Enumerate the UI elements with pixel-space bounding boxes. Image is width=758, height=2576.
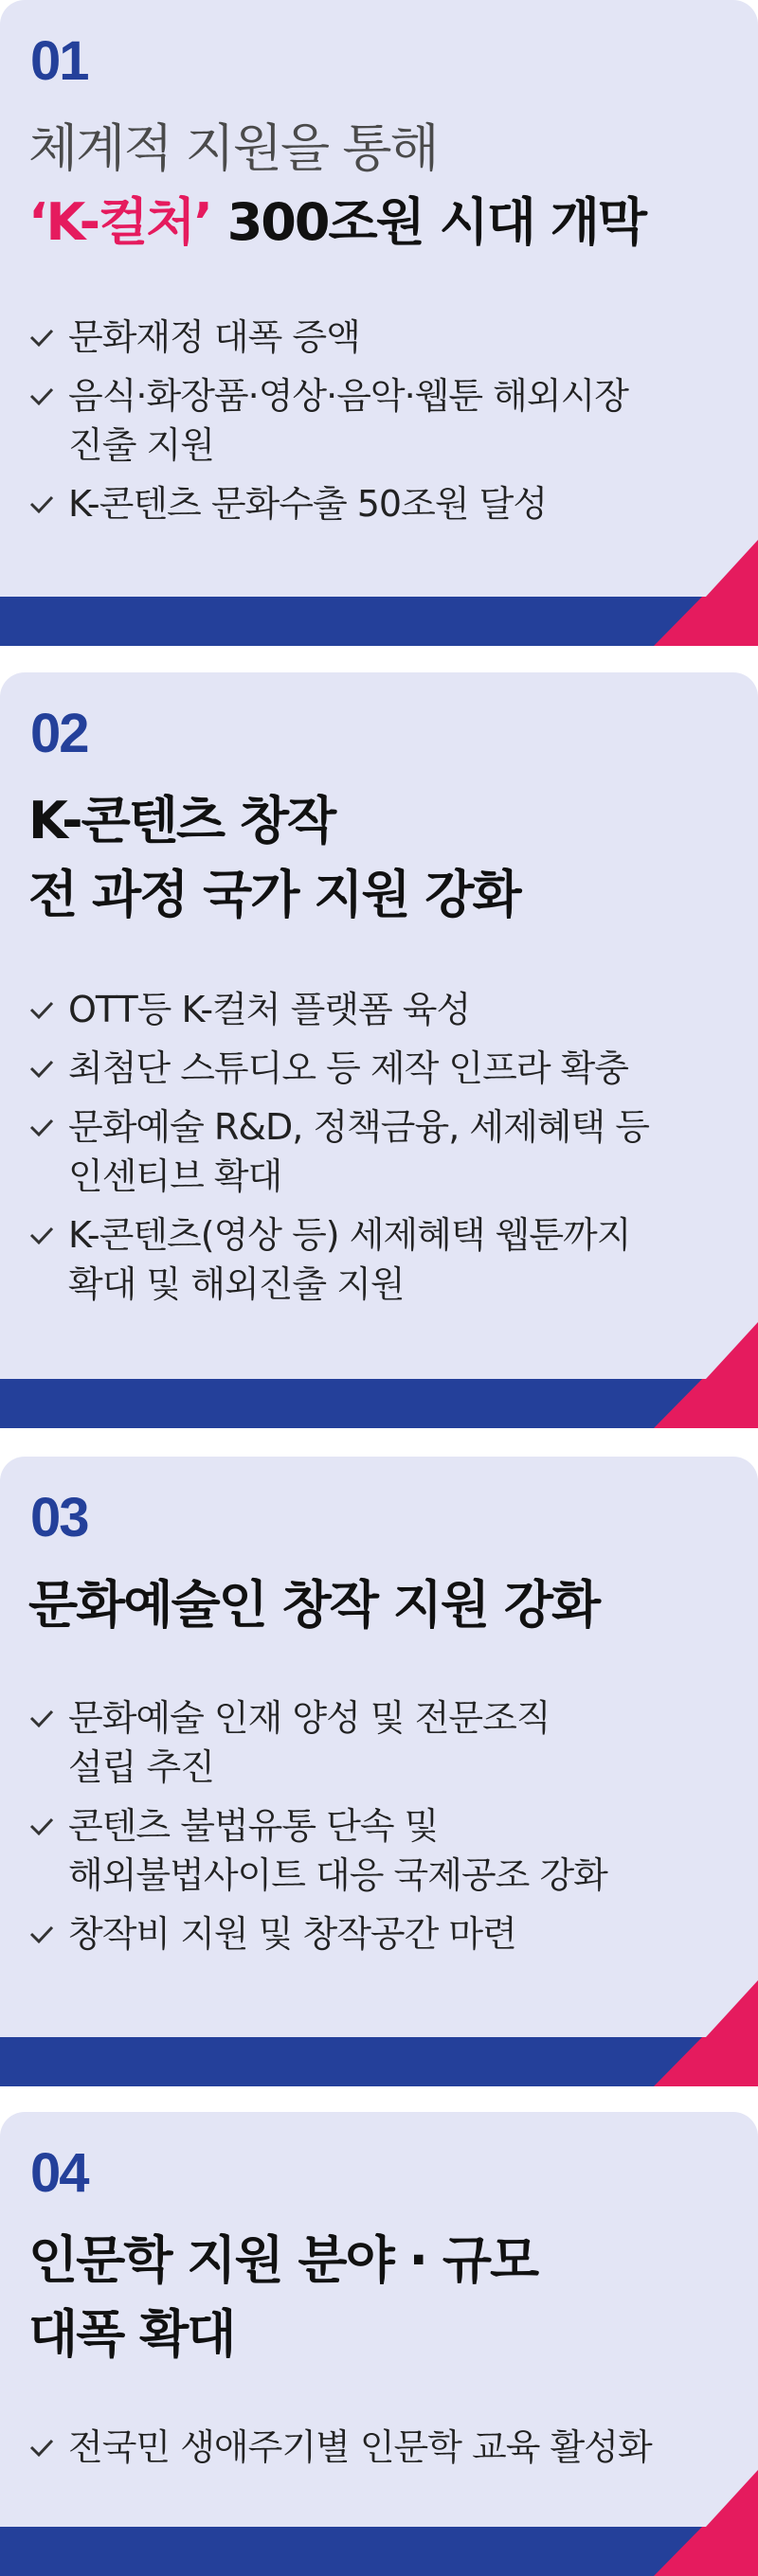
section-title <box>28 1568 599 1642</box>
check-icon <box>28 998 55 1021</box>
bullet-item <box>28 2423 652 2472</box>
section-title-line: 체계적 지원을 통해 <box>28 118 438 178</box>
accent-corner <box>654 1980 758 2037</box>
bullet-item <box>28 313 628 362</box>
bullet-item <box>28 985 649 1034</box>
section-number: 02 <box>30 703 88 764</box>
section-title-line: 인문학 지원 분야 · 규모 <box>28 2230 538 2290</box>
bullet-text: 최첨단 스튜디오 등 제작 인프라 확충 <box>68 1047 629 1089</box>
section-title-line <box>28 186 645 259</box>
bullet-text: 전국민 생애주기별 인문학 교육 활성화 <box>68 2426 652 2468</box>
bullet-text: K-콘텐츠(영상 등) 세제혜택 웹툰까지 <box>68 1214 631 1256</box>
accent-corner <box>654 2470 758 2527</box>
section-title-line: 전 과정 국가 지원 강화 <box>28 865 520 924</box>
section-title-line: K-콘텐츠 창작 <box>28 791 335 850</box>
bullet-list <box>28 2423 652 2481</box>
bullet-text: 콘텐츠 불법유통 단속 및 <box>68 1805 439 1847</box>
bullet-item <box>28 1044 649 1093</box>
section-title <box>28 2224 537 2371</box>
check-icon <box>28 2436 55 2459</box>
bullet-item <box>28 1102 649 1201</box>
k-culture-highlight: ‘K-컬처’ <box>28 192 211 252</box>
bullet-item <box>28 371 628 470</box>
check-icon <box>28 385 55 407</box>
bullet-text: 문화예술 R&D, 정책금융, 세제혜택 등 <box>68 1106 649 1148</box>
section-number: 01 <box>30 30 88 92</box>
bullet-text: OTT등 K-컬처 플랫폼 육성 <box>68 989 471 1030</box>
bullet-text-continued: 설립 추진 <box>68 1746 214 1788</box>
check-icon <box>28 1923 55 1945</box>
section-card-04 <box>0 2112 758 2576</box>
section-title-line: 문화예술인 창작 지원 강화 <box>28 1575 600 1635</box>
bullet-text: 문화재정 대폭 증액 <box>68 316 360 358</box>
bullet-text: 음식·화장품·영상·음악·웹툰 해외시장 <box>68 375 629 417</box>
check-icon <box>28 326 55 349</box>
accent-corner <box>654 540 758 597</box>
check-icon <box>28 1707 55 1729</box>
section-card-01 <box>0 0 758 646</box>
section-title <box>28 784 520 932</box>
bullet-text-continued: 해외불법사이트 대응 국제공조 강화 <box>68 1854 607 1896</box>
section-title <box>28 112 645 259</box>
check-icon <box>28 492 55 515</box>
bullet-text-continued: 인센티브 확대 <box>68 1155 282 1197</box>
section-number: 03 <box>30 1487 88 1548</box>
check-icon <box>28 1224 55 1246</box>
accent-corner <box>654 1322 758 1379</box>
accent-bar <box>0 1379 758 1428</box>
accent-bar <box>0 2527 758 2576</box>
bullet-item <box>28 1909 607 1959</box>
bullet-text-continued: 확대 및 해외진출 지원 <box>68 1263 405 1305</box>
bullet-item <box>28 1801 607 1900</box>
check-icon <box>28 1815 55 1837</box>
section-title-line: 대폭 확대 <box>28 2304 235 2364</box>
bullet-list <box>28 1693 607 1968</box>
bullet-item <box>28 1693 607 1792</box>
bullet-list <box>28 985 649 1318</box>
accent-bar <box>0 2037 758 2086</box>
section-card-02 <box>0 672 758 1428</box>
bullet-item <box>28 1210 649 1309</box>
bullet-text: 문화예술 인재 양성 및 전문조직 <box>68 1697 550 1739</box>
section-card-03 <box>0 1457 758 2086</box>
section-title-rest: 300조원 시대 개막 <box>210 192 646 252</box>
bullet-text: K-콘텐츠 문화수출 50조원 달성 <box>68 483 548 525</box>
bullet-text: 창작비 지원 및 창작공간 마련 <box>68 1913 516 1955</box>
bullet-list <box>28 313 628 538</box>
check-icon <box>28 1116 55 1138</box>
bullet-item <box>28 479 628 528</box>
accent-bar <box>0 597 758 646</box>
section-number: 04 <box>30 2142 88 2204</box>
bullet-text-continued: 진출 지원 <box>68 424 214 466</box>
check-icon <box>28 1057 55 1080</box>
